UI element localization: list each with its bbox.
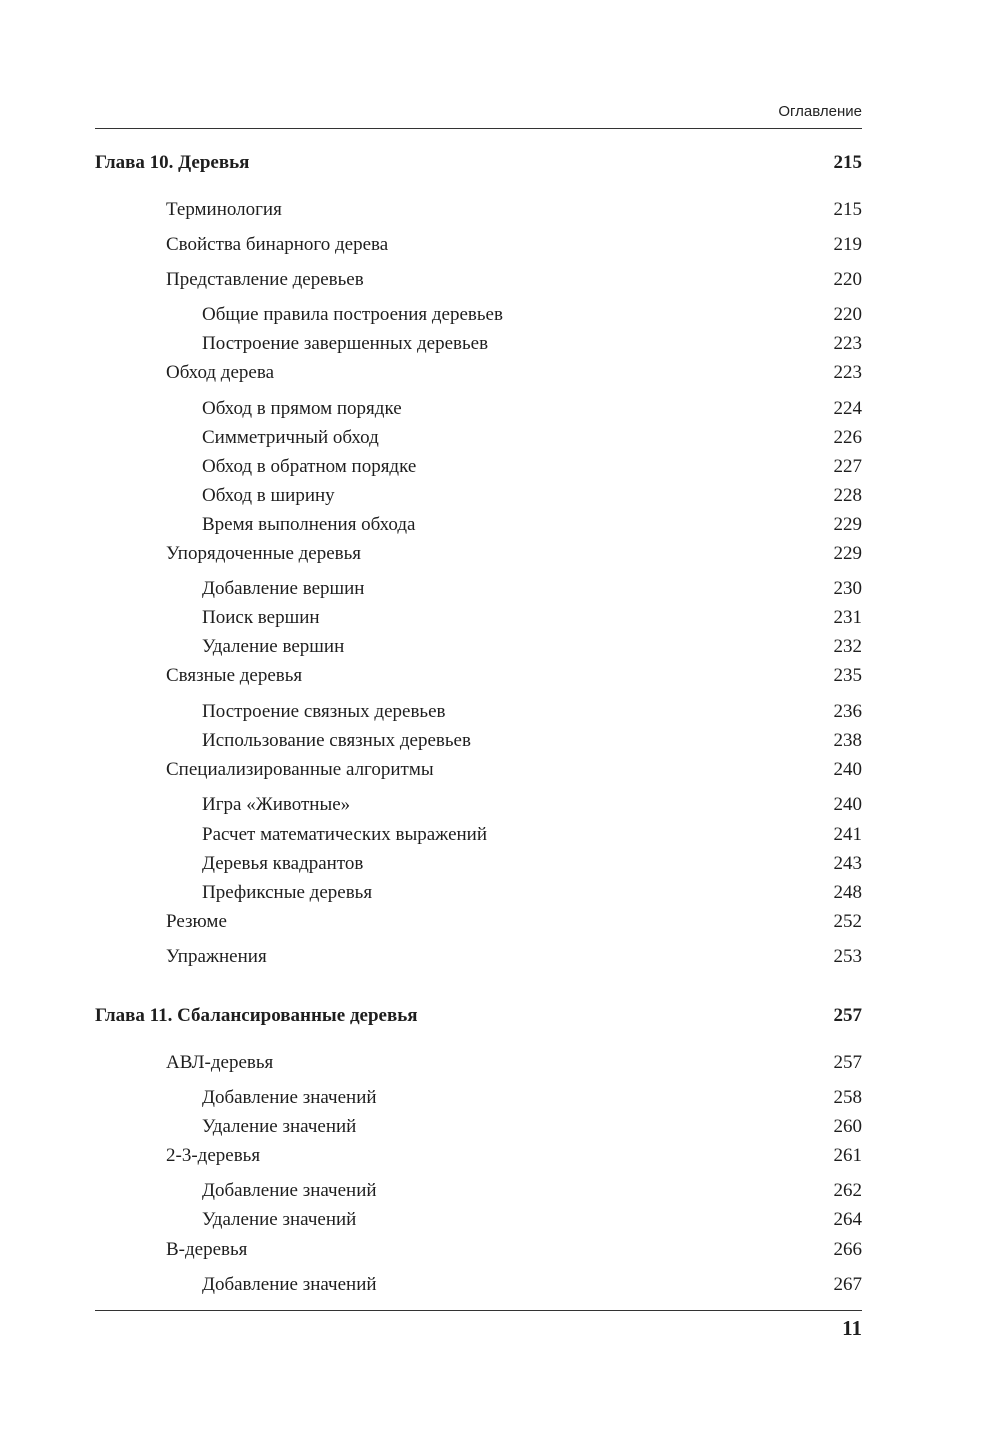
toc-subsection	[202, 823, 862, 847]
toc-title: Специализированные алгоритмы	[166, 759, 434, 780]
toc-subsection	[202, 513, 862, 537]
toc-page: 257	[833, 1005, 862, 1026]
toc-title: Деревья квадрантов	[202, 853, 364, 874]
toc-title: Представление деревьев	[166, 269, 364, 290]
toc-title: Добавление значений	[202, 1180, 377, 1201]
toc-page: 266	[833, 1239, 862, 1260]
toc-page: 215	[833, 152, 862, 173]
toc-page: 226	[833, 427, 862, 448]
toc-page: 219	[833, 234, 862, 255]
toc-subsection	[202, 852, 862, 876]
toc-page: 253	[833, 946, 862, 967]
toc-title: Удаление вершин	[202, 636, 345, 657]
toc-page: 262	[833, 1180, 862, 1201]
toc-chapter	[95, 1004, 862, 1028]
toc-section	[166, 268, 862, 292]
toc-title: Добавление вершин	[202, 578, 365, 599]
toc-title: Поиск вершин	[202, 607, 320, 628]
toc-section	[166, 1144, 862, 1168]
toc-page: 229	[833, 543, 862, 564]
toc-title: Добавление значений	[202, 1274, 377, 1295]
toc-title: Глава 11. Сбалансированные деревья	[95, 1005, 418, 1026]
toc-page: 240	[833, 759, 862, 780]
toc-subsection	[202, 606, 862, 630]
toc-page: 223	[833, 333, 862, 354]
toc-subsection	[202, 729, 862, 753]
toc-page: 230	[833, 578, 862, 599]
toc-page: 223	[833, 362, 862, 383]
toc-page: 252	[833, 911, 862, 932]
toc-subsection	[202, 332, 862, 356]
toc-subsection	[202, 1086, 862, 1110]
toc-section	[166, 910, 862, 934]
toc-page: 236	[833, 701, 862, 722]
toc-page: 224	[833, 398, 862, 419]
toc-section	[166, 361, 862, 385]
toc-title: Свойства бинарного дерева	[166, 234, 389, 255]
toc-page: 240	[833, 794, 862, 815]
toc-title: Упражнения	[166, 946, 267, 967]
toc-title: Удаление значений	[202, 1209, 357, 1230]
toc-page: 220	[833, 304, 862, 325]
toc-title: Обход в обратном порядке	[202, 456, 417, 477]
toc-title: Построение завершенных деревьев	[202, 333, 489, 354]
toc-page: 261	[833, 1145, 862, 1166]
toc-section	[166, 945, 862, 969]
toc-title: Использование связных деревьев	[202, 730, 471, 751]
toc-subsection	[202, 455, 862, 479]
toc-page: 220	[833, 269, 862, 290]
toc-title: Резюме	[166, 911, 227, 932]
toc-subsection	[202, 700, 862, 724]
toc-title: Связные деревья	[166, 665, 303, 686]
table-of-contents	[95, 0, 862, 1447]
toc-subsection	[202, 881, 862, 905]
toc-title: Глава 10. Деревья	[95, 152, 250, 173]
toc-page: 257	[833, 1052, 862, 1073]
toc-subsection	[202, 1208, 862, 1232]
toc-title: Обход в ширину	[202, 485, 335, 506]
toc-subsection	[202, 426, 862, 450]
toc-page: 248	[833, 882, 862, 903]
toc-subsection	[202, 1273, 862, 1297]
toc-section	[166, 758, 862, 782]
toc-title: Обход дерева	[166, 362, 274, 383]
footer-rule	[95, 1310, 862, 1311]
toc-subsection	[202, 577, 862, 601]
toc-section	[166, 233, 862, 257]
toc-page: 232	[833, 636, 862, 657]
toc-title: Удаление значений	[202, 1116, 357, 1137]
toc-subsection	[202, 484, 862, 508]
toc-page: 229	[833, 514, 862, 535]
toc-section	[166, 542, 862, 566]
page-number: 11	[842, 1316, 862, 1340]
toc-title: Общие правила построения деревьев	[202, 304, 503, 325]
toc-page: 238	[833, 730, 862, 751]
toc-title: Обход в прямом порядке	[202, 398, 402, 419]
toc-subsection	[202, 397, 862, 421]
toc-subsection	[202, 1115, 862, 1139]
toc-page: 215	[833, 199, 862, 220]
toc-section	[166, 1238, 862, 1262]
toc-title: Построение связных деревьев	[202, 701, 446, 722]
toc-title: Игра «Животные»	[202, 794, 351, 815]
toc-section	[166, 1051, 862, 1075]
toc-subsection	[202, 793, 862, 817]
toc-title: B-деревья	[166, 1239, 248, 1260]
toc-page: 235	[833, 665, 862, 686]
toc-page: 227	[833, 456, 862, 477]
toc-chapter	[95, 151, 862, 175]
toc-title: 2-3-деревья	[166, 1145, 261, 1166]
toc-page: 228	[833, 485, 862, 506]
toc-title: Время выполнения обхода	[202, 514, 416, 535]
toc-page: 264	[833, 1209, 862, 1230]
toc-subsection	[202, 1179, 862, 1203]
toc-title: Терминология	[166, 199, 282, 220]
toc-section	[166, 664, 862, 688]
toc-page: 231	[833, 607, 862, 628]
toc-page: 260	[833, 1116, 862, 1137]
toc-title: Упорядоченные деревья	[166, 543, 362, 564]
toc-title: Добавление значений	[202, 1087, 377, 1108]
running-head: Оглавление	[778, 103, 862, 120]
toc-page: 258	[833, 1087, 862, 1108]
toc-subsection	[202, 635, 862, 659]
toc-subsection	[202, 303, 862, 327]
toc-page: 243	[833, 853, 862, 874]
toc-page: 241	[833, 824, 862, 845]
toc-page: 267	[833, 1274, 862, 1295]
toc-section	[166, 198, 862, 222]
toc-title: АВЛ-деревья	[166, 1052, 274, 1073]
toc-title: Расчет математических выражений	[202, 824, 487, 845]
toc-title: Симметричный обход	[202, 427, 379, 448]
toc-title: Префиксные деревья	[202, 882, 373, 903]
